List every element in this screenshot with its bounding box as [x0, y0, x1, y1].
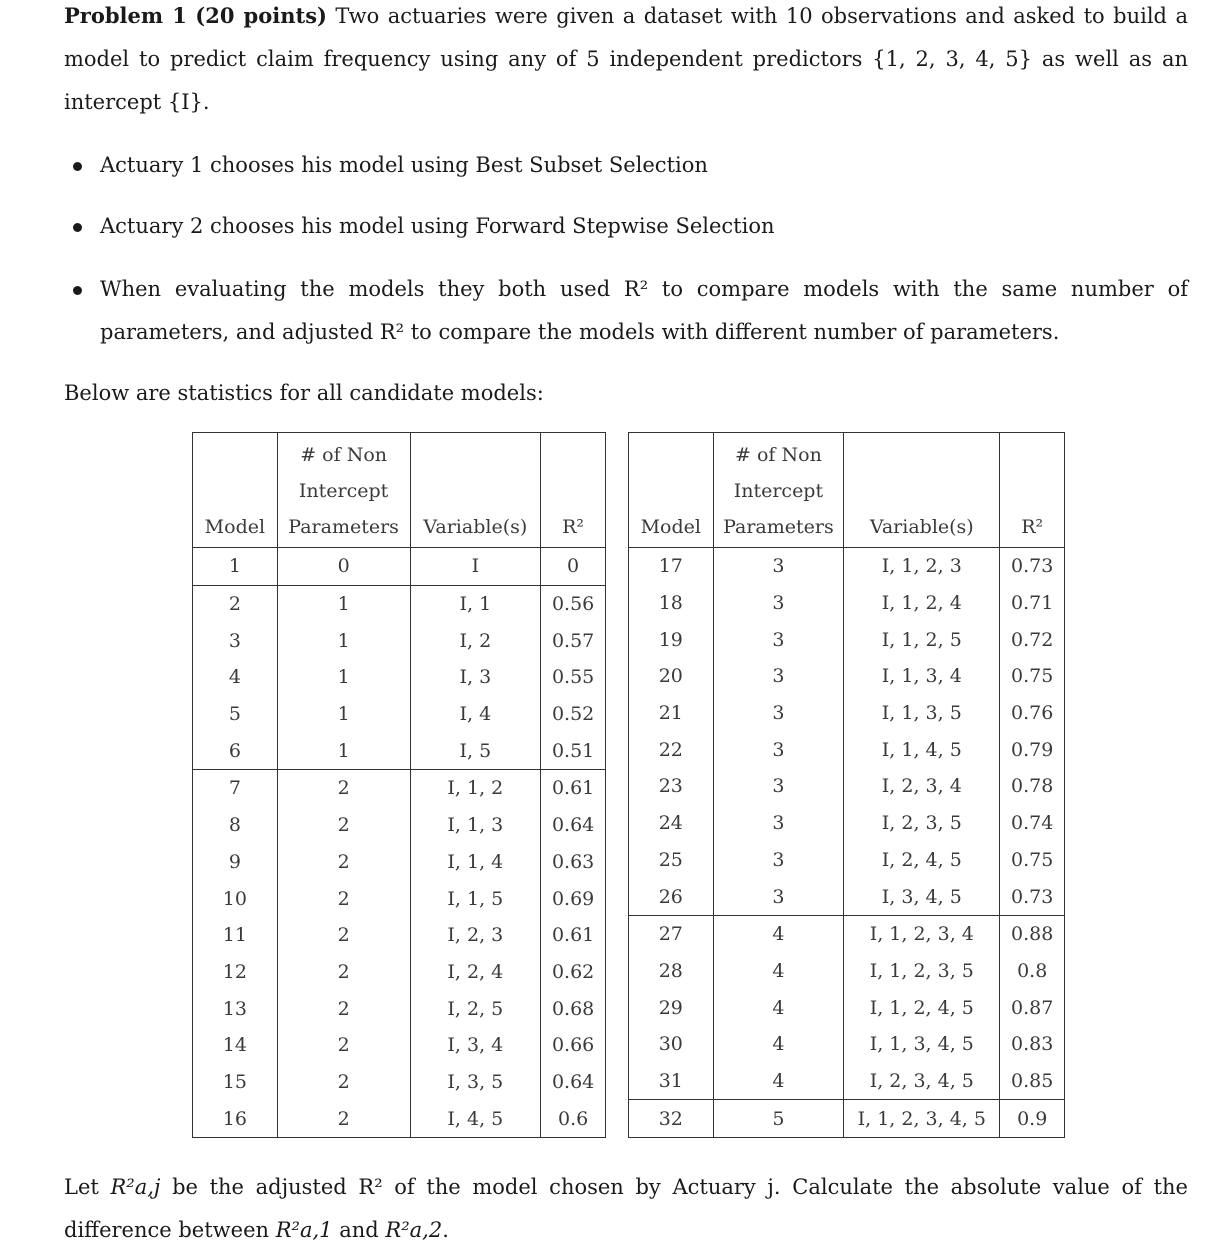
cell-params: 4 [713, 1026, 844, 1063]
table-row [629, 585, 1065, 622]
table-header-row [629, 433, 1065, 548]
params-header-line: Parameters [288, 516, 399, 538]
params-header-line: Intercept [733, 480, 824, 502]
table-row [193, 732, 606, 769]
table-row [193, 585, 606, 622]
cell-vars: I, 2, 4, 5 [844, 842, 1000, 879]
cell-vars: I, 2, 5 [410, 990, 541, 1027]
table-row [629, 989, 1065, 1026]
cell-r2: 0.71 [1000, 585, 1065, 622]
cell-vars: I, 1, 2, 3, 4 [844, 915, 1000, 952]
cell-vars: I, 3, 5 [410, 1064, 541, 1101]
cell-params: 2 [277, 880, 410, 917]
bullet-icon [73, 286, 82, 295]
cell-r2: 0.63 [541, 844, 606, 881]
cell-vars: I, 1, 2, 4 [844, 585, 1000, 622]
table-header-row [193, 433, 606, 548]
params-header-line: # of Non [300, 444, 387, 466]
table-row [629, 621, 1065, 658]
cell-r2: 0.74 [1000, 805, 1065, 842]
cell-model: 18 [629, 585, 714, 622]
cell-params: 3 [713, 695, 844, 732]
cell-r2: 0.55 [541, 659, 606, 696]
table-row [193, 659, 606, 696]
cell-params: 1 [277, 659, 410, 696]
col-header-params [713, 433, 844, 548]
cell-model: 26 [629, 878, 714, 915]
cell-r2: 0.62 [541, 954, 606, 991]
cell-params: 3 [713, 878, 844, 915]
cell-params: 3 [713, 585, 844, 622]
cell-params: 2 [277, 770, 410, 807]
cell-params: 3 [713, 658, 844, 695]
cell-params: 4 [713, 953, 844, 990]
cell-vars: I, 1, 2, 3, 4, 5 [844, 1100, 1000, 1138]
cell-vars: I, 1, 3, 4, 5 [844, 1026, 1000, 1063]
table-row [629, 1026, 1065, 1063]
cell-model: 2 [193, 585, 278, 622]
cell-vars: I, 1, 2, 3 [844, 548, 1000, 585]
cell-r2: 0.61 [541, 917, 606, 954]
cell-params: 2 [277, 954, 410, 991]
cell-params: 3 [713, 768, 844, 805]
cell-r2: 0.76 [1000, 695, 1065, 732]
cell-model: 22 [629, 731, 714, 768]
table-row [193, 880, 606, 917]
cell-vars: I, 4, 5 [410, 1100, 541, 1137]
cell-r2: 0.52 [541, 696, 606, 733]
cell-r2: 0.6 [541, 1100, 606, 1137]
cell-model: 32 [629, 1100, 714, 1138]
table-row [629, 768, 1065, 805]
models-table-left [192, 432, 606, 1138]
cell-vars: I, 1, 3, 4 [844, 658, 1000, 695]
cell-model: 9 [193, 844, 278, 881]
params-header-line: Parameters [723, 516, 834, 538]
col-header-r2: R² [1000, 433, 1065, 548]
cell-vars: I, 1, 5 [410, 880, 541, 917]
cell-model: 6 [193, 732, 278, 769]
col-header-model: Model [193, 433, 278, 548]
models-table-right [628, 432, 1065, 1138]
cell-r2: 0.75 [1000, 842, 1065, 879]
cell-params: 3 [713, 805, 844, 842]
cell-vars: I, 1, 2 [410, 770, 541, 807]
cell-params: 0 [277, 548, 410, 586]
cell-vars: I, 2, 3, 4, 5 [844, 1063, 1000, 1100]
cell-vars: I, 3 [410, 659, 541, 696]
problem-intro-text: Two actuaries were given a dataset with 10 observations and asked to build a model to predict claim frequency using any of 5 independent predictors {1, 2, 3, 4, 5} as well as an intercept {I}. [64, 4, 1188, 114]
bullet-item [100, 205, 1188, 248]
table-row [193, 917, 606, 954]
cell-model: 3 [193, 622, 278, 659]
table-row [629, 878, 1065, 915]
cell-vars: I, 1, 2, 4, 5 [844, 989, 1000, 1026]
cell-model: 19 [629, 621, 714, 658]
cell-params: 2 [277, 917, 410, 954]
cell-r2: 0.72 [1000, 621, 1065, 658]
params-header-line: Intercept [298, 480, 389, 502]
cell-vars: I, 2, 3 [410, 917, 541, 954]
cell-model: 14 [193, 1027, 278, 1064]
table-caption: Below are statistics for all candidate models: [64, 381, 544, 405]
table-row [629, 1100, 1065, 1138]
cell-vars: I, 1, 2, 3, 5 [844, 953, 1000, 990]
cell-params: 5 [713, 1100, 844, 1138]
col-header-params [277, 433, 410, 548]
cell-model: 28 [629, 953, 714, 990]
cell-vars: I, 1, 2, 5 [844, 621, 1000, 658]
problem-intro [64, 0, 1188, 124]
cell-params: 1 [277, 696, 410, 733]
cell-vars: I [410, 548, 541, 586]
table-row [193, 807, 606, 844]
cell-vars: I, 1, 3, 5 [844, 695, 1000, 732]
cell-model: 11 [193, 917, 278, 954]
cell-r2: 0.85 [1000, 1063, 1065, 1100]
cell-params: 2 [277, 990, 410, 1027]
footer-part: Let [64, 1175, 99, 1199]
bullet-text: Actuary 1 chooses his model using Best Subset Selection [100, 153, 708, 177]
table-row [193, 1100, 606, 1137]
question-text [64, 1166, 1188, 1252]
cell-r2: 0.64 [541, 807, 606, 844]
cell-params: 3 [713, 548, 844, 585]
cell-params: 2 [277, 1064, 410, 1101]
table-row [629, 953, 1065, 990]
cell-model: 10 [193, 880, 278, 917]
cell-r2: 0.69 [541, 880, 606, 917]
cell-r2: 0.51 [541, 732, 606, 769]
cell-vars: I, 2, 3, 4 [844, 768, 1000, 805]
cell-vars: I, 1 [410, 585, 541, 622]
table-row [193, 770, 606, 807]
cell-model: 30 [629, 1026, 714, 1063]
table-body-left [193, 548, 606, 1138]
cell-model: 13 [193, 990, 278, 1027]
cell-model: 1 [193, 548, 278, 586]
bullet-item [100, 268, 1188, 354]
cell-params: 1 [277, 585, 410, 622]
cell-vars: I, 3, 4 [410, 1027, 541, 1064]
cell-model: 27 [629, 915, 714, 952]
cell-model: 31 [629, 1063, 714, 1100]
cell-r2: 0.8 [1000, 953, 1065, 990]
bullet-text: When evaluating the models they both used R² to compare models with the same number of parameters, and adjusted R² to compare the models with different number of parameters. [100, 277, 1188, 344]
cell-r2: 0.83 [1000, 1026, 1065, 1063]
table-body-right [629, 548, 1065, 1138]
table-row [629, 805, 1065, 842]
cell-vars: I, 2, 4 [410, 954, 541, 991]
cell-params: 1 [277, 622, 410, 659]
footer-part: . [442, 1218, 449, 1242]
footer-part: and [339, 1218, 379, 1242]
params-header-line: # of Non [735, 444, 822, 466]
table-row [629, 1063, 1065, 1100]
cell-r2: 0.9 [1000, 1100, 1065, 1138]
cell-vars: I, 1, 4, 5 [844, 731, 1000, 768]
cell-model: 5 [193, 696, 278, 733]
footer-part: be the adjusted R² of the model chosen by Actuary j. Calculate the absolute value of the difference between [64, 1175, 1188, 1242]
bullet-text: Actuary 2 chooses his model using Forward Stepwise Selection [100, 214, 775, 238]
cell-r2: 0.61 [541, 770, 606, 807]
cell-model: 17 [629, 548, 714, 585]
cell-params: 4 [713, 989, 844, 1026]
table-row [193, 1027, 606, 1064]
cell-r2: 0.56 [541, 585, 606, 622]
cell-model: 15 [193, 1064, 278, 1101]
cell-vars: I, 4 [410, 696, 541, 733]
table-row [629, 658, 1065, 695]
cell-model: 23 [629, 768, 714, 805]
cell-model: 29 [629, 989, 714, 1026]
table-row [193, 1064, 606, 1101]
cell-r2: 0.57 [541, 622, 606, 659]
cell-params: 2 [277, 1027, 410, 1064]
problem-heading: Problem 1 [64, 3, 187, 28]
cell-r2: 0.75 [1000, 658, 1065, 695]
bullet-icon [73, 162, 82, 171]
cell-r2: 0.68 [541, 990, 606, 1027]
cell-r2: 0.87 [1000, 989, 1065, 1026]
cell-vars: I, 2, 3, 5 [844, 805, 1000, 842]
table-row [193, 622, 606, 659]
cell-params: 1 [277, 732, 410, 769]
table-row [193, 548, 606, 586]
cell-r2: 0.78 [1000, 768, 1065, 805]
cell-model: 20 [629, 658, 714, 695]
col-header-variables: Variable(s) [844, 433, 1000, 548]
cell-params: 2 [277, 1100, 410, 1137]
cell-model: 12 [193, 954, 278, 991]
cell-model: 21 [629, 695, 714, 732]
cell-params: 3 [713, 842, 844, 879]
table-row [193, 990, 606, 1027]
cell-params: 2 [277, 807, 410, 844]
cell-params: 4 [713, 1063, 844, 1100]
adjusted-r2-symbol: R²a,2 [385, 1218, 443, 1242]
table-row [193, 696, 606, 733]
cell-r2: 0.73 [1000, 878, 1065, 915]
table-row [193, 844, 606, 881]
cell-model: 25 [629, 842, 714, 879]
cell-vars: I, 5 [410, 732, 541, 769]
problem-points: (20 points) [195, 3, 327, 28]
table-row [629, 731, 1065, 768]
cell-vars: I, 2 [410, 622, 541, 659]
cell-model: 4 [193, 659, 278, 696]
col-header-variables: Variable(s) [410, 433, 541, 548]
bullet-item [100, 144, 1188, 187]
cell-vars: I, 1, 4 [410, 844, 541, 881]
adjusted-r2-symbol: R²a,j [110, 1175, 161, 1199]
col-header-model: Model [629, 433, 714, 548]
cell-vars: I, 1, 3 [410, 807, 541, 844]
table-row [193, 954, 606, 991]
adjusted-r2-symbol: R²a,1 [275, 1218, 333, 1242]
cell-params: 4 [713, 915, 844, 952]
cell-params: 2 [277, 844, 410, 881]
cell-r2: 0.64 [541, 1064, 606, 1101]
col-header-r2: R² [541, 433, 606, 548]
cell-model: 24 [629, 805, 714, 842]
cell-model: 16 [193, 1100, 278, 1137]
cell-r2: 0 [541, 548, 606, 586]
cell-params: 3 [713, 621, 844, 658]
bullet-icon [73, 223, 82, 232]
cell-vars: I, 3, 4, 5 [844, 878, 1000, 915]
cell-params: 3 [713, 731, 844, 768]
cell-r2: 0.66 [541, 1027, 606, 1064]
table-row [629, 842, 1065, 879]
table-row [629, 548, 1065, 585]
table-row [629, 695, 1065, 732]
cell-r2: 0.88 [1000, 915, 1065, 952]
cell-r2: 0.73 [1000, 548, 1065, 585]
cell-model: 8 [193, 807, 278, 844]
cell-r2: 0.79 [1000, 731, 1065, 768]
table-row [629, 915, 1065, 952]
cell-model: 7 [193, 770, 278, 807]
